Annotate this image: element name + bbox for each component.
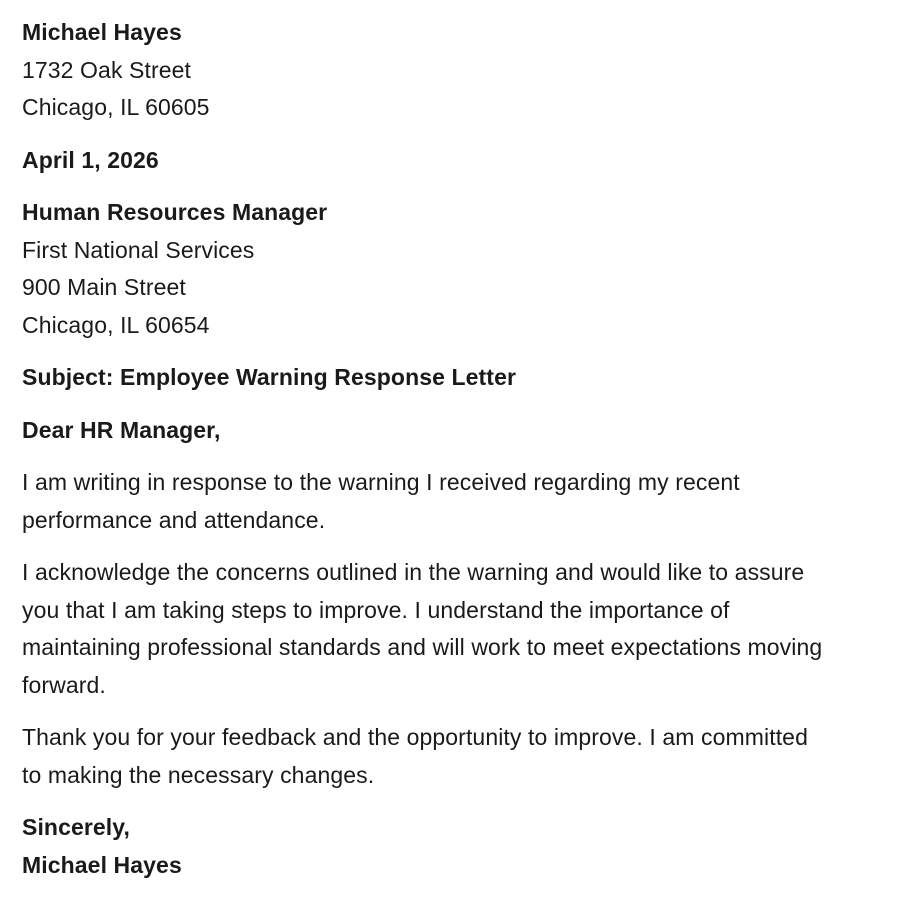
paragraph-line: forward. [22,671,106,698]
subject-line: Subject: Employee Warning Response Letter [22,364,517,390]
salutation-block [22,412,870,450]
body-paragraph-2 [22,554,870,704]
body-paragraph-1 [22,464,870,539]
recipient-address-line2: Chicago, IL 60654 [22,311,210,338]
paragraph-line: you that I am taking steps to improve. I understand the importance of [22,596,730,623]
paragraph-line: Thank you for your feedback and the opportunity to improve. I am committed [22,724,808,750]
closing-block [22,809,870,884]
paragraph-line: I am writing in response to the warning I received regarding my recent [22,469,740,495]
sender-block [22,14,870,127]
recipient-company: First National Services [22,236,255,263]
paragraph-line: maintaining professional standards and will work to meet expectations moving [22,634,823,660]
sender-address-line1: 1732 Oak Street [22,56,191,83]
date-line: April 1, 2026 [22,146,159,173]
recipient-title: Human Resources Manager [22,199,328,225]
recipient-block [22,194,870,344]
paragraph-line: performance and attendance. [22,506,326,533]
signature-line: Michael Hayes [22,851,182,878]
date-block [22,142,870,180]
recipient-address-line1: 900 Main Street [22,274,186,300]
closing-line: Sincerely, [22,814,130,840]
paragraph-line: to making the necessary changes. [22,761,375,788]
body-paragraph-3 [22,719,870,794]
sender-name: Michael Hayes [22,19,182,45]
sender-address-line2: Chicago, IL 60605 [22,94,210,120]
paragraph-line: I acknowledge the concerns outlined in the warning and would like to assure [22,559,805,585]
salutation-line: Dear HR Manager, [22,416,221,443]
subject-block [22,359,870,397]
